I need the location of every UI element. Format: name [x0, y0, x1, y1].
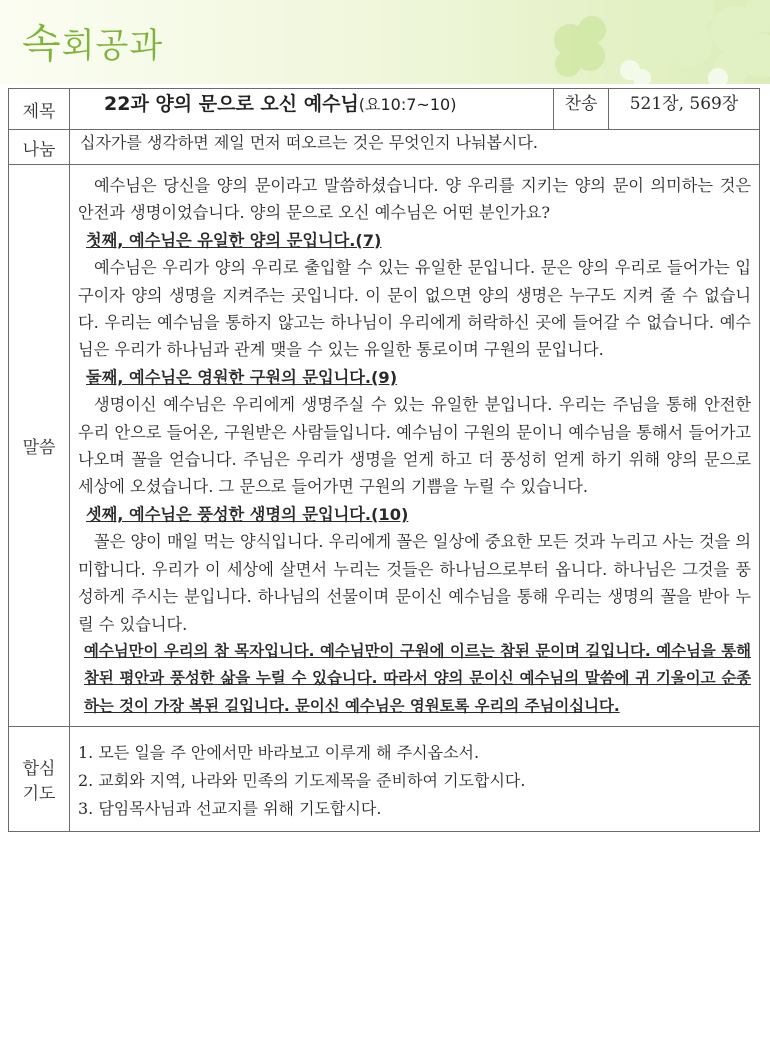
lesson-title: [70, 89, 553, 116]
prayer-label-line1: 합심: [22, 759, 56, 780]
prayer-item-1: 1. 모든 일을 주 안에서만 바라보고 이루게 해 주시옵소서.: [78, 743, 480, 763]
point-1-body: 예수님은 우리가 양의 우리로 출입할 수 있는 유일한 문입니다. 문은 양의 우리로 들어가는 입구이자 양의 생명을 지켜주는 곳입니다. 이 문이 없으면 양의 생명은 누구도 지켜 줄 수 없습니다. 우리는 예수님을 통하지 않고는 하나님이 우리에게 허락하신 곳에 들어갈 수 없습니다. 예수님은 우리가 하나님과 관계 맺을 수 있는 유일한 통로이며 구원의 문입니다.: [78, 258, 751, 360]
clover-decoration-icon: [530, 0, 770, 84]
lesson-title-text: 22과 양의 문으로 오신 예수님: [104, 93, 359, 115]
share-question: 십자가를 생각하면 제일 먼저 떠오르는 것은 무엇인지 나눠봅시다.: [80, 133, 539, 152]
section-title: [22, 12, 163, 69]
word-body: [70, 165, 760, 727]
word-row: [9, 165, 760, 727]
prayer-items: [70, 727, 760, 832]
prayer-item-2: 2. 교회와 지역, 나라와 민족의 기도제목을 준비하여 기도합시다.: [78, 771, 526, 791]
title-label: 제목: [9, 89, 70, 130]
word-conclusion: 예수님만이 우리의 참 목자입니다. 예수님만이 구원에 이르는 참된 문이며 길입니다. 예수님을 통해 참된 평안과 풍성한 삶을 누릴 수 있습니다. 따라서 양의 문이신 예수님의 말씀에 귀 기울이고 순종하는 것이 가장 복된 길입니다. 문이신 예수님은 영원토록 우리의 주님이십니다.: [84, 641, 751, 715]
prayer-label-line2: 기도: [22, 784, 56, 805]
point-1-heading: 첫째, 예수님은 유일한 양의 문입니다.(7): [86, 230, 382, 250]
point-2-body: 생명이신 예수님은 우리에게 생명주실 수 있는 유일한 분입니다. 우리는 주님을 통해 안전한 우리 안으로 들어온, 구원받은 사람들입니다. 예수님이 구원의 문이니 예수님을 통해서 들어가고 나오며 꼴을 얻습니다. 주님은 우리가 생명을 얻게 하고 더 풍성히 얻게 하기 위해 양의 문으로 세상에 오셨습니다. 그 문으로 들어가면 구원의 기쁨을 누릴 수 있습니다.: [78, 395, 751, 497]
point-2-heading: 둘째, 예수님은 영원한 구원의 문입니다.(9): [86, 367, 398, 387]
point-3-body: 꼴은 양이 매일 먹는 양식입니다. 우리에게 꼴은 일상에 중요한 모든 것과 누리고 사는 것을 의미합니다. 우리가 이 세상에 살면서 누리는 것들은 하나님으로부터 옵니다. 하나님은 그것을 풍성하게 주시는 분입니다. 하나님의 선물이며 문이신 예수님을 통해 우리는 생명의 꼴을 받아 누릴 수 있습니다.: [78, 532, 751, 634]
title-cell: [70, 89, 554, 130]
point-3-heading: 셋째, 예수님은 풍성한 생명의 문입니다.(10): [86, 504, 409, 524]
lesson-reference: (요10:7~10): [358, 95, 457, 114]
prayer-row: [9, 727, 760, 832]
share-cell: [70, 130, 760, 165]
word-intro: 예수님은 당신을 양의 문이라고 말씀하셨습니다. 양 우리를 지키는 양의 문이 의미하는 것은 안전과 생명이었습니다. 양의 문으로 오신 예수님은 어떤 분인가요?: [78, 176, 751, 223]
title-row: [9, 89, 760, 130]
section-title-first-char: 속: [22, 21, 62, 67]
lesson-sheet: [8, 88, 760, 832]
share-row: [9, 130, 760, 165]
share-label: 나눔: [9, 130, 70, 165]
prayer-label: [9, 727, 70, 832]
hymn-label: 찬송: [554, 89, 609, 130]
prayer-item-3: 3. 담임목사님과 선교지를 위해 기도합시다.: [78, 799, 382, 819]
page-header: [0, 0, 770, 84]
hymn-numbers: 521장, 569장: [609, 89, 760, 130]
section-title-rest: 회공과: [61, 26, 164, 66]
word-label: 말씀: [9, 165, 70, 727]
